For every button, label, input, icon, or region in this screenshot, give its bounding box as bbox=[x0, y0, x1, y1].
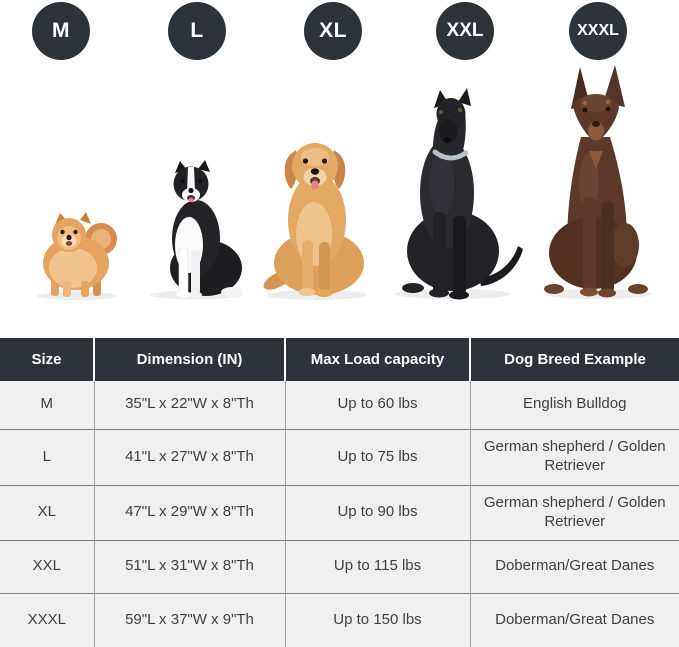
size-badge-xl bbox=[304, 2, 362, 60]
cell-breed: German shepherd / Golden Retriever bbox=[470, 485, 679, 540]
size-spec-table bbox=[0, 338, 679, 647]
cell-breed: English Bulldog bbox=[470, 381, 679, 429]
cell-load: Up to 90 lbs bbox=[285, 485, 470, 540]
cell-size: XXL bbox=[0, 540, 94, 593]
col-header-breed: Dog Breed Example bbox=[470, 338, 679, 381]
cell-size: M bbox=[0, 381, 94, 429]
table-header-row bbox=[0, 338, 679, 381]
size-badge-xxxl-label: XXXL bbox=[577, 22, 619, 39]
size-badge-xxl-label: XXL bbox=[446, 20, 484, 41]
size-badge-m-label: M bbox=[52, 19, 70, 42]
doberman-illustration bbox=[539, 63, 655, 300]
cell-load: Up to 115 lbs bbox=[285, 540, 470, 593]
size-badge-xxl bbox=[436, 2, 494, 60]
cell-breed: German shepherd / Golden Retriever bbox=[470, 429, 679, 485]
border-collie-dog-image bbox=[144, 160, 246, 300]
table-row-l bbox=[0, 429, 679, 485]
size-badge-m bbox=[32, 2, 90, 60]
size-badge-xl-label: XL bbox=[319, 19, 347, 42]
pomeranian-illustration bbox=[33, 205, 121, 300]
table-row-xl bbox=[0, 485, 679, 540]
size-badge-l-label: L bbox=[190, 19, 204, 42]
col-header-dimension: Dimension (IN) bbox=[94, 338, 285, 381]
col-header-load: Max Load capacity bbox=[285, 338, 470, 381]
cell-size: L bbox=[0, 429, 94, 485]
cell-size: XXXL bbox=[0, 593, 94, 647]
cell-dimension: 41"L x 27"W x 8"Th bbox=[94, 429, 285, 485]
cell-breed: Doberman/Great Danes bbox=[470, 540, 679, 593]
table-row-xxl bbox=[0, 540, 679, 593]
col-header-size: Size bbox=[0, 338, 94, 381]
golden-retriever-illustration bbox=[263, 128, 371, 300]
great-dane-dog-image bbox=[387, 88, 529, 300]
cell-dimension: 47"L x 29"W x 8"Th bbox=[94, 485, 285, 540]
pomeranian-dog-image bbox=[33, 205, 121, 300]
cell-dimension: 51"L x 31"W x 8"Th bbox=[94, 540, 285, 593]
cell-load: Up to 60 lbs bbox=[285, 381, 470, 429]
size-badge-xxxl bbox=[569, 2, 627, 60]
table-row-xxxl bbox=[0, 593, 679, 647]
size-badge-l bbox=[168, 2, 226, 60]
cell-load: Up to 75 lbs bbox=[285, 429, 470, 485]
table-row-m bbox=[0, 381, 679, 429]
golden-retriever-dog-image bbox=[263, 128, 371, 300]
doberman-dog-image bbox=[539, 63, 655, 300]
cell-load: Up to 150 lbs bbox=[285, 593, 470, 647]
great-dane-illustration bbox=[387, 88, 529, 300]
cell-size: XL bbox=[0, 485, 94, 540]
cell-dimension: 59"L x 37"W x 9"Th bbox=[94, 593, 285, 647]
border-collie-illustration bbox=[144, 160, 246, 300]
cell-dimension: 35"L x 22"W x 8"Th bbox=[94, 381, 285, 429]
cell-breed: Doberman/Great Danes bbox=[470, 593, 679, 647]
